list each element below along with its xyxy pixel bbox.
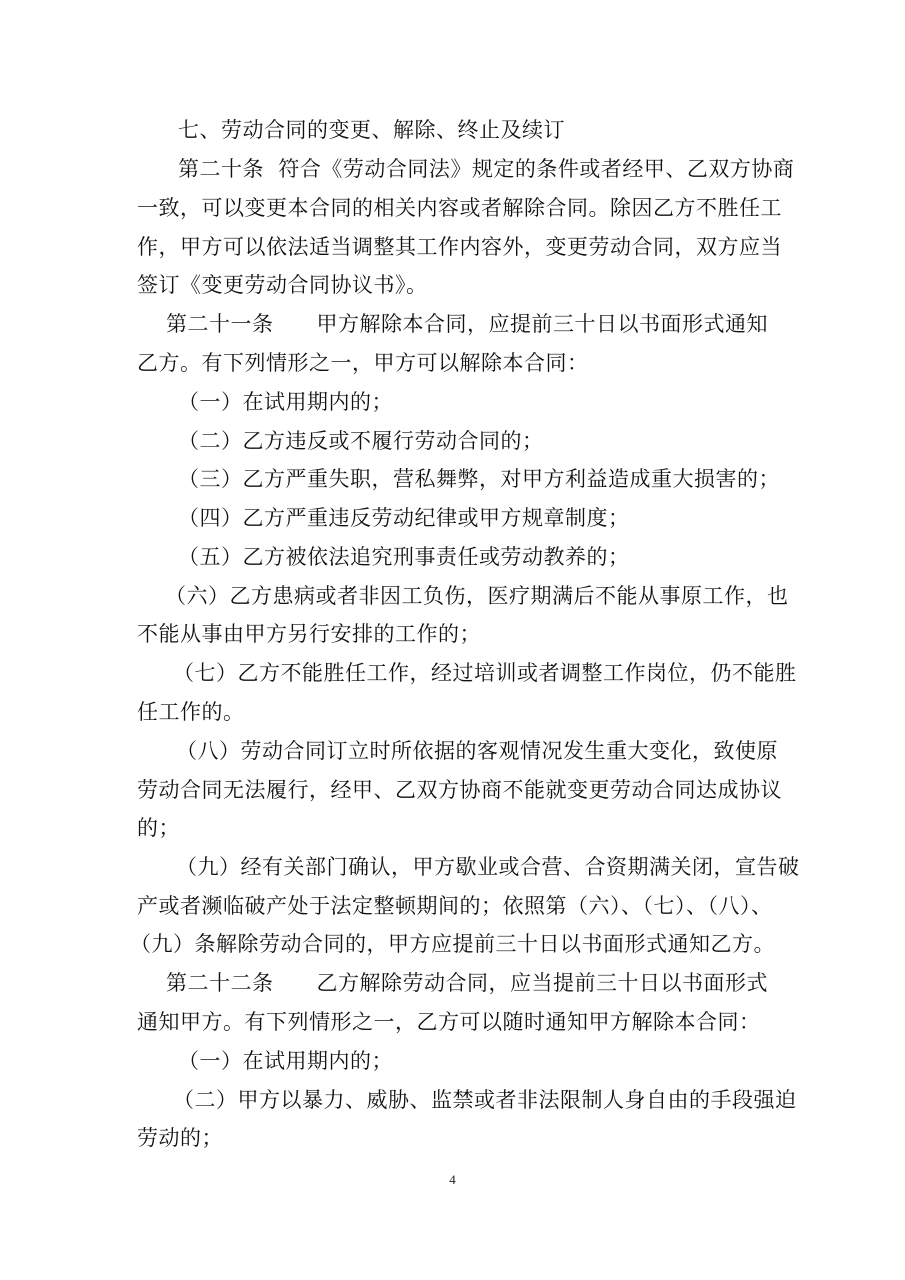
list-item-continuation: 任工作的。 [137,700,245,724]
article-20-line-2: 一致，可以变更本合同的相关内容或者解除合同。除因乙方不胜任工 [137,196,782,220]
list-item: （七）乙方不能胜任工作，经过培训或者调整工作岗位，仍不能胜 [173,661,797,685]
article-20-line-4: 签订《变更劳动合同协议书》。 [137,273,428,297]
article-20-line-1: 第二十条 符合《劳动合同法》规定的条件或者经甲、乙双方协商 [178,157,795,181]
list-item-continuation: （九）条解除劳动合同的，甲方应提前三十日以书面形式通知乙方。 [130,932,775,956]
list-item: （六）乙方患病或者非因工负伤，医疗期满后不能从事原工作，也 [165,584,789,608]
article-22-line-1: 第二十二条 乙方解除劳动合同，应当提前三十日以书面形式 [166,971,769,995]
list-item: （二）乙方违反或不履行劳动合同的； [178,429,544,453]
list-item: （八）劳动合同订立时所依据的客观情况发生重大变化，致使原 [176,739,778,763]
list-item: （四）乙方严重违反劳动纪律或甲方规章制度； [178,506,630,530]
list-item-continuation: 的； [137,816,180,840]
article-22-line-2: 通知甲方。有下列情形之一，乙方可以随时通知甲方解除本合同： [137,1010,761,1034]
list-item-continuation: 不能从事由甲方另行安排的工作的； [137,622,481,646]
list-item-continuation: 产或者濒临破产处于法定整顿期间的；依照第（六）、（七）、（八）、 [137,894,773,918]
list-item: （二）甲方以暴力、威胁、监禁或者非法限制人身自由的手段强迫 [173,1088,797,1112]
list-item-continuation: 劳动合同无法履行，经甲、乙双方协商不能就变更劳动合同达成协议 [137,778,782,802]
article-21-line-2: 乙方。有下列情形之一，甲方可以解除本合同： [137,351,589,375]
list-item: （九）经有关部门确认，甲方歇业或合营、合资期满关闭，宣告破 [176,855,800,879]
article-20-line-3: 作，甲方可以依法适当调整其工作内容外，变更劳动合同，双方应当 [137,235,782,259]
list-item: （五）乙方被依法追究刑事责任或劳动教养的； [178,545,630,569]
list-item: （一）在试用期内的； [178,1049,393,1073]
article-21-line-1: 第二十一条 甲方解除本合同，应提前三十日以书面形式通知 [166,312,769,336]
list-item: （三）乙方严重失职，营私舞弊，对甲方利益造成重大损害的； [178,467,780,491]
list-item: （一）在试用期内的； [178,390,393,414]
list-item-continuation: 劳动的； [137,1126,223,1150]
section-heading: 七、劳动合同的变更、解除、终止及续订 [178,118,565,142]
page-number: 4 [449,1172,456,1187]
